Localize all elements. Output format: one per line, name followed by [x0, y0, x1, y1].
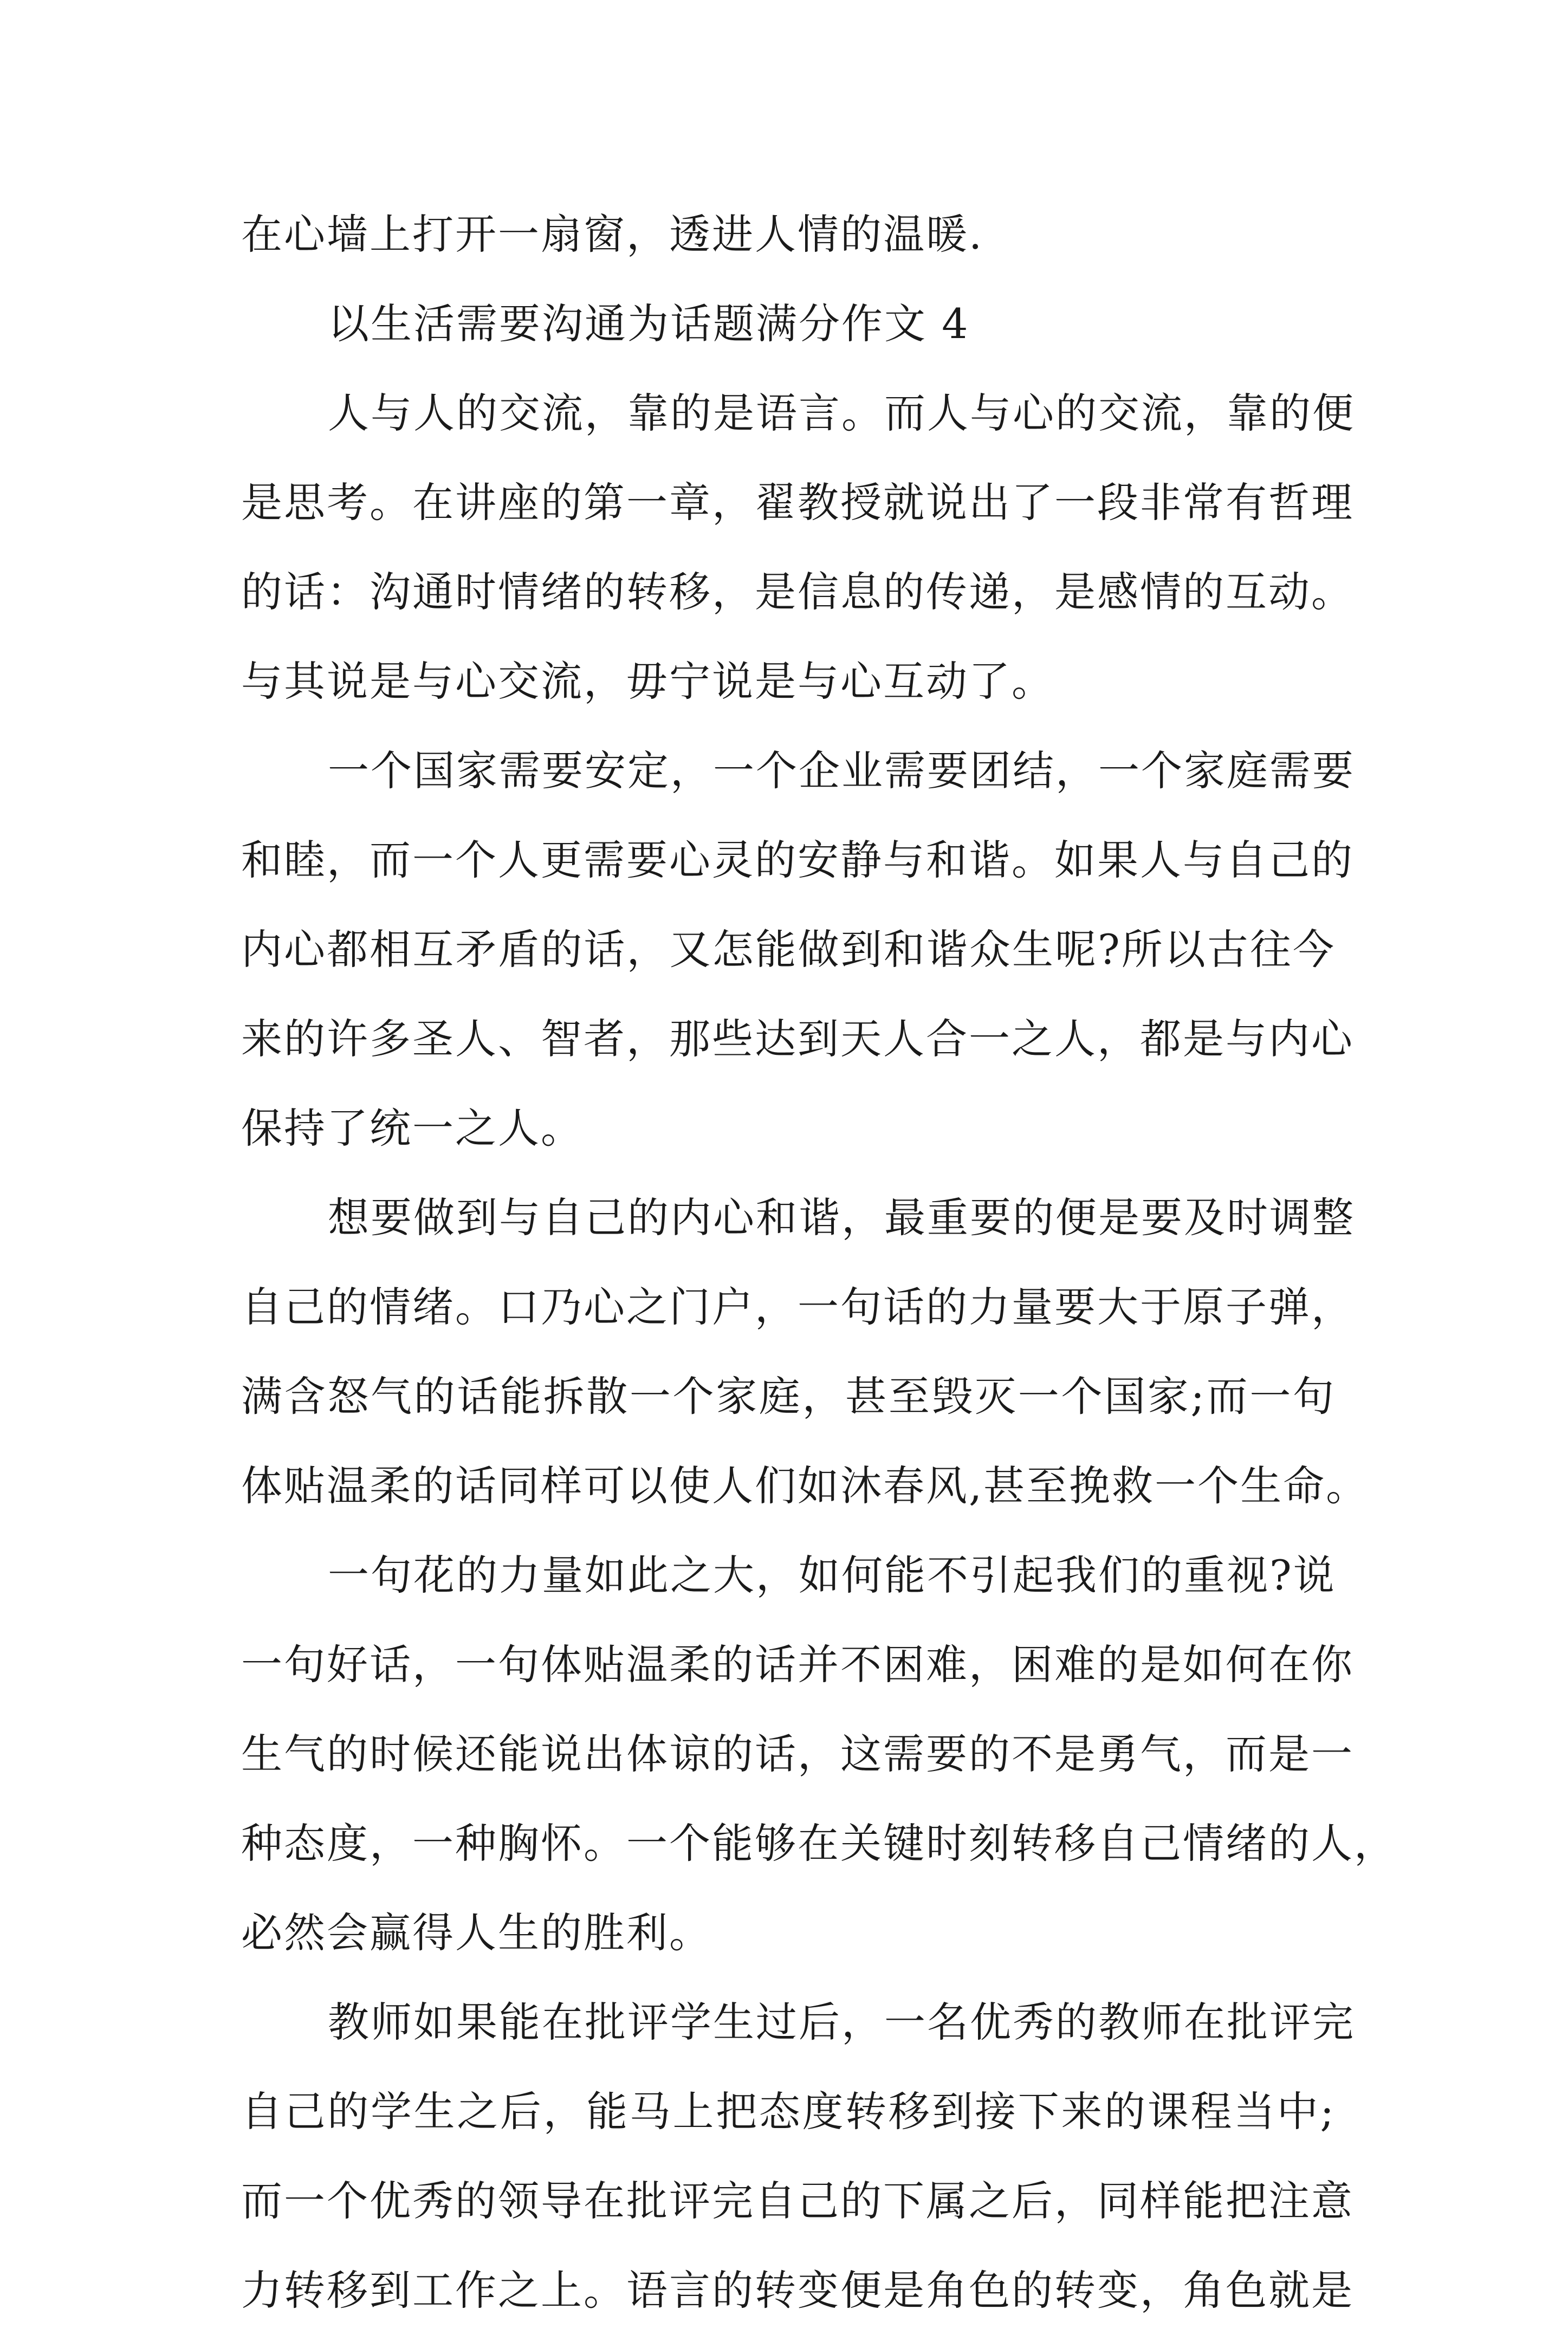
text-line: 而一个优秀的领导在批评完自己的下属之后，同样能把注意: [241, 2177, 1354, 2225]
text-line: 与其说是与心交流，毋宁说是与心互动了。: [241, 657, 1054, 705]
text-line: 和睦，而一个人更需要心灵的安静与和谐。如果人与自己的: [241, 836, 1354, 884]
text-line: 人与人的交流，靠的是语言。而人与心的交流，靠的便: [328, 389, 1355, 437]
text-line: 生气的时候还能说出体谅的话，这需要的不是勇气，而是一: [241, 1730, 1354, 1778]
text-line: 满含怒气的话能拆散一个家庭，甚至毁灭一个国家;而一句: [241, 1372, 1336, 1421]
text-line: 保持了统一之人。: [241, 1104, 584, 1152]
text-line: 一个国家需要安定，一个企业需要团结，一个家庭需要: [328, 747, 1355, 795]
text-line: 是思考。在讲座的第一章，翟教授就说出了一段非常有哲理: [241, 478, 1354, 527]
text-line: 种态度，一种胸怀。一个能够在关键时刻转移自己情绪的人，: [241, 1819, 1397, 1867]
text-line: 内心都相互矛盾的话，又怎能做到和谐众生呢?所以古往今: [241, 925, 1336, 974]
text-line: 在心墙上打开一扇窗，透进人情的温暖.: [241, 210, 984, 258]
text-line: 自己的情绪。口乃心之门户，一句话的力量要大于原子弹，: [241, 1283, 1354, 1331]
document-body: [241, 190, 1397, 2335]
text-line: 体贴温柔的话同样可以使人们如沐春风,甚至挽救一个生命。: [241, 1462, 1369, 1510]
text-line: 想要做到与自己的内心和谐，最重要的便是要及时调整: [328, 1194, 1355, 1242]
text-line: 一句好话，一句体贴温柔的话并不困难，困难的是如何在你: [241, 1640, 1354, 1689]
text-line: 的话：沟通时情绪的转移，是信息的传递，是感情的互动。: [241, 568, 1354, 616]
text-line: 必然会赢得人生的胜利。: [241, 1909, 712, 1957]
text-line: 力转移到工作之上。语言的转变便是角色的转变，角色就是: [241, 2266, 1354, 2314]
text-line: 教师如果能在批评学生过后，一名优秀的教师在批评完: [328, 1998, 1355, 2046]
text-line: 自己的学生之后，能马上把态度转移到接下来的课程当中;: [241, 2087, 1336, 2136]
text-line: 来的许多圣人、智者，那些达到天人合一之人，都是与内心: [241, 1015, 1354, 1063]
text-line: 以生活需要沟通为话题满分作文 4: [328, 300, 970, 348]
text-line: 一句花的力量如此之大，如何能不引起我们的重视?说: [328, 1551, 1336, 1599]
